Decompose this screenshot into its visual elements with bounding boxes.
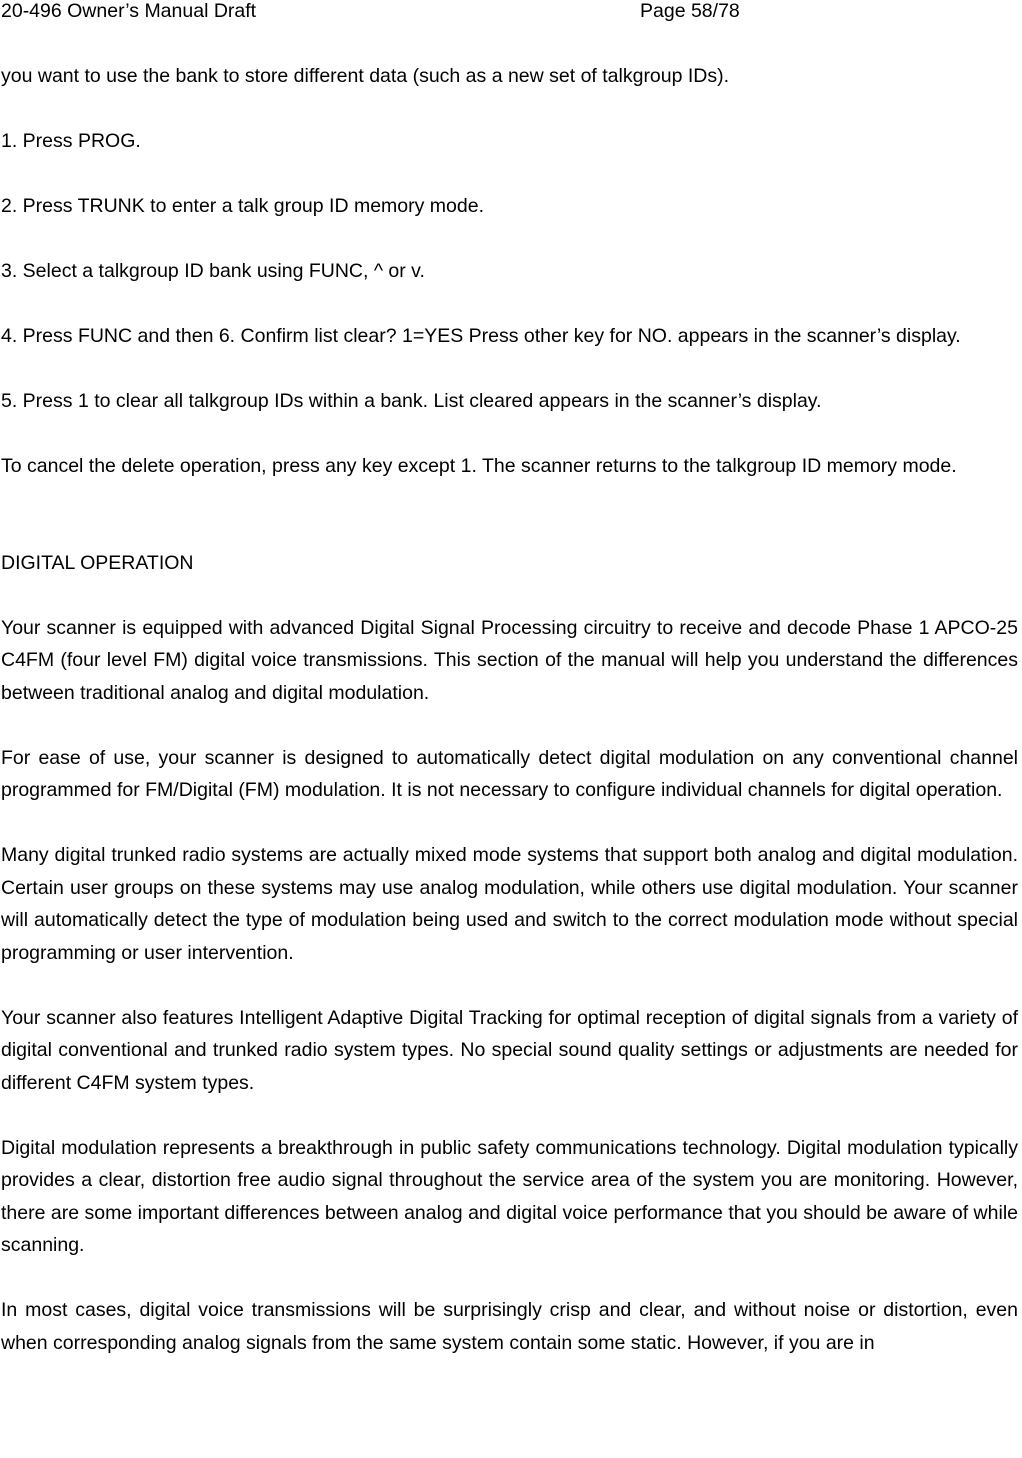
- paragraph: Digital modulation represents a breakthrough in public safety communications technology. Digital modulation typically provides a clear, distortion free audio signal throughout the service area of the system you are monitoring. However, there are some important differences between analog and digital voice performance that you should be aware of while scanning.: [1, 1136, 1018, 1256]
- page-number: Page 58/78: [640, 0, 740, 22]
- step-2: 2. Press TRUNK to enter a talk group ID memory mode.: [1, 195, 484, 217]
- step-1: 1. Press PROG.: [1, 130, 141, 152]
- step-5: 5. Press 1 to clear all talkgroup IDs within a bank. List cleared appears in the scanner’s display.: [1, 390, 822, 412]
- step-4: 4. Press FUNC and then 6. Confirm list clear? 1=YES Press other key for NO. appears in the scanner’s display.: [1, 325, 961, 347]
- paragraph: you want to use the bank to store different data (such as a new set of talkgroup IDs).: [1, 65, 730, 87]
- section-heading: DIGITAL OPERATION: [1, 551, 194, 574]
- paragraph: Many digital trunked radio systems are actually mixed mode systems that support both analog and digital modulation. Certain user groups on these systems may use analog modulation, while others use digital modulation. Your scanner will automatically detect the type of modulation being used and switch to the correct modulation mode without special programming or user intervention.: [1, 844, 1018, 964]
- paragraph: In most cases, digital voice transmissions will be surprisingly crisp and clear, and without noise or distortion, even when corresponding analog signals from the same system contain some static. However, if you are in: [1, 1299, 1018, 1354]
- cancel-note: To cancel the delete operation, press any key except 1. The scanner returns to the talkgroup ID memory mode.: [1, 455, 957, 477]
- page-header: [0, 0, 1022, 24]
- document-title: 20-496 Owner’s Manual Draft: [1, 0, 257, 22]
- paragraph: For ease of use, your scanner is designed to automatically detect digital modulation on any conventional channel programmed for FM/Digital (FM) modulation. It is not necessary to configure individual channels for digital operation.: [1, 746, 1018, 801]
- page-body: [1, 60, 1018, 1392]
- step-3: 3. Select a talkgroup ID bank using FUNC, ^ or v.: [1, 260, 425, 282]
- paragraph: Your scanner is equipped with advanced Digital Signal Processing circuitry to receive and decode Phase 1 APCO-25 C4FM (four level FM) digital voice transmissions. This section of the manual will help you understand the differences between traditional analog and digital modulation.: [1, 616, 1018, 704]
- paragraph: Your scanner also features Intelligent Adaptive Digital Tracking for optimal reception of digital signals from a variety of digital conventional and trunked radio system types. No special sound quality settings or adjustments are needed for different C4FM system types.: [1, 1006, 1018, 1094]
